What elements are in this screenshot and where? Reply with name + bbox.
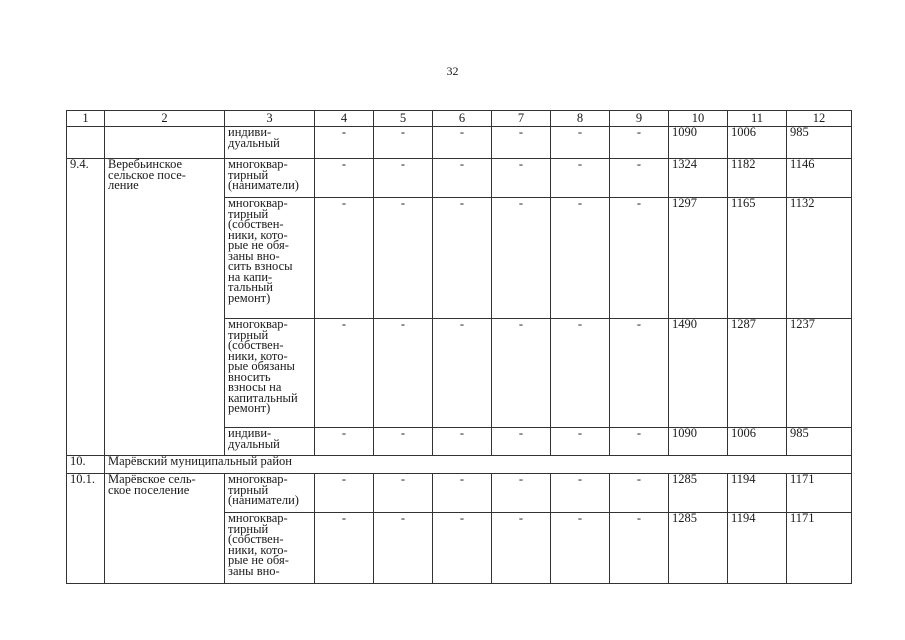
housing-type-cell: индиви- дуальный: [225, 127, 315, 159]
header-cell: 5: [374, 111, 433, 127]
value-cell: -: [315, 513, 374, 584]
value-cell: 985: [787, 127, 852, 159]
row-index-cell: [67, 428, 105, 456]
value-cell: -: [374, 198, 433, 319]
value-cell: -: [492, 127, 551, 159]
value-cell: 1287: [728, 319, 787, 428]
value-cell: -: [433, 127, 492, 159]
housing-type-cell: многоквар- тирный (собствен- ники, кото- рые не обя- заны вно-: [225, 513, 315, 584]
value-cell: -: [374, 159, 433, 198]
value-cell: -: [374, 127, 433, 159]
value-cell: 1006: [728, 127, 787, 159]
value-cell: -: [551, 513, 610, 584]
value-cell: 1490: [669, 319, 728, 428]
value-cell: -: [315, 198, 374, 319]
value-cell: 1132: [787, 198, 852, 319]
value-cell: -: [374, 319, 433, 428]
table-row: [67, 474, 852, 513]
header-cell: 10: [669, 111, 728, 127]
value-cell: -: [492, 513, 551, 584]
settlement-cell: [105, 127, 225, 159]
settlement-cell: Марёвское сель- ское поселение: [105, 474, 225, 513]
header-cell: 11: [728, 111, 787, 127]
row-index-cell: [67, 319, 105, 428]
value-cell: -: [492, 319, 551, 428]
value-cell: -: [610, 319, 669, 428]
settlement-cell: [105, 319, 225, 428]
value-cell: -: [492, 159, 551, 198]
district-row: [67, 456, 852, 474]
housing-type-cell: многоквар- тирный (собствен- ники, кото- рые обязаны вносить взносы на капитальный ремонт): [225, 319, 315, 428]
row-index-cell: [67, 127, 105, 159]
value-cell: -: [610, 198, 669, 319]
row-index-cell: 10.: [67, 456, 105, 474]
tariff-table: [66, 110, 852, 584]
housing-type-cell: многоквар- тирный (собствен- ники, кото- рые не обя- заны вно- сить взносы на капи- тальный ремонт): [225, 198, 315, 319]
value-cell: -: [551, 474, 610, 513]
value-cell: -: [610, 127, 669, 159]
value-cell: -: [374, 474, 433, 513]
value-cell: -: [610, 474, 669, 513]
header-cell: 9: [610, 111, 669, 127]
value-cell: -: [433, 159, 492, 198]
housing-type-cell: индиви- дуальный: [225, 428, 315, 456]
value-cell: -: [433, 428, 492, 456]
value-cell: -: [492, 474, 551, 513]
value-cell: -: [551, 159, 610, 198]
row-index-cell: 10.1.: [67, 474, 105, 513]
value-cell: 1237: [787, 319, 852, 428]
value-cell: -: [315, 428, 374, 456]
row-index-cell: [67, 513, 105, 584]
header-cell: 4: [315, 111, 374, 127]
value-cell: 1090: [669, 428, 728, 456]
value-cell: 1165: [728, 198, 787, 319]
value-cell: -: [374, 428, 433, 456]
value-cell: -: [315, 319, 374, 428]
value-cell: 1182: [728, 159, 787, 198]
value-cell: -: [433, 198, 492, 319]
settlement-cell: [105, 198, 225, 319]
housing-type-cell: многоквар- тирный (наниматели): [225, 159, 315, 198]
value-cell: 1285: [669, 474, 728, 513]
settlement-cell: [105, 428, 225, 456]
page-number: 32: [446, 64, 459, 78]
value-cell: -: [315, 127, 374, 159]
value-cell: -: [315, 159, 374, 198]
table-row: [67, 127, 852, 159]
value-cell: 1146: [787, 159, 852, 198]
table-row: [67, 513, 852, 584]
value-cell: -: [433, 513, 492, 584]
value-cell: -: [551, 198, 610, 319]
header-cell: 8: [551, 111, 610, 127]
row-index-cell: 9.4.: [67, 159, 105, 198]
header-cell: 3: [225, 111, 315, 127]
header-cell: 2: [105, 111, 225, 127]
settlement-cell: Веребьинское сельское посе- ление: [105, 159, 225, 198]
value-cell: 1324: [669, 159, 728, 198]
value-cell: -: [374, 513, 433, 584]
value-cell: -: [551, 319, 610, 428]
value-cell: 1171: [787, 474, 852, 513]
value-cell: -: [610, 428, 669, 456]
value-cell: -: [551, 127, 610, 159]
value-cell: -: [315, 474, 374, 513]
value-cell: 1285: [669, 513, 728, 584]
value-cell: -: [551, 428, 610, 456]
value-cell: -: [433, 319, 492, 428]
value-cell: -: [492, 428, 551, 456]
header-row: [67, 111, 852, 127]
header-cell: 1: [67, 111, 105, 127]
header-cell: 12: [787, 111, 852, 127]
value-cell: 1171: [787, 513, 852, 584]
value-cell: 1194: [728, 474, 787, 513]
table-row: [67, 428, 852, 456]
table-row: [67, 319, 852, 428]
settlement-cell: [105, 513, 225, 584]
housing-type-cell: многоквар- тирный (наниматели): [225, 474, 315, 513]
table-row: [67, 159, 852, 198]
value-cell: -: [610, 159, 669, 198]
table-row: [67, 198, 852, 319]
district-name: Марёвский муниципальный район: [105, 456, 852, 474]
value-cell: 985: [787, 428, 852, 456]
value-cell: 1006: [728, 428, 787, 456]
header-cell: 7: [492, 111, 551, 127]
value-cell: -: [492, 198, 551, 319]
header-cell: 6: [433, 111, 492, 127]
value-cell: -: [610, 513, 669, 584]
value-cell: 1297: [669, 198, 728, 319]
value-cell: 1090: [669, 127, 728, 159]
value-cell: -: [433, 474, 492, 513]
row-index-cell: [67, 198, 105, 319]
value-cell: 1194: [728, 513, 787, 584]
